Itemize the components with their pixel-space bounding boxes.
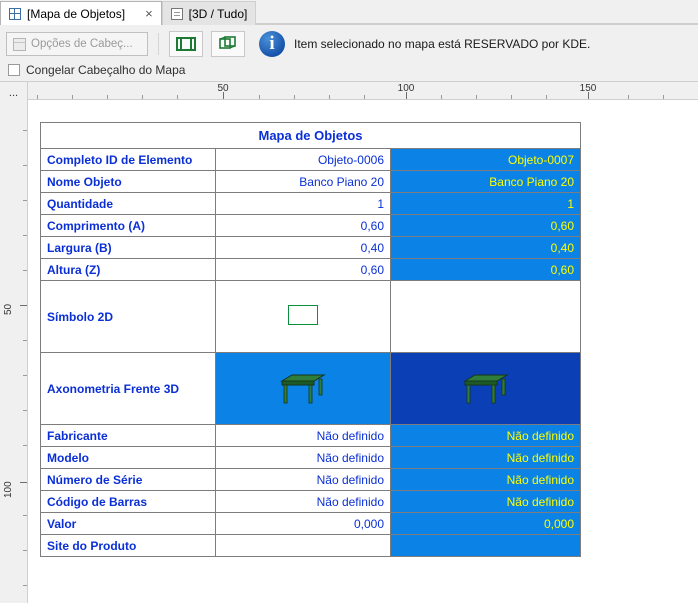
header-options-label: Opções de Cabeç... xyxy=(31,38,133,50)
info-message-area xyxy=(259,31,590,57)
row-value-col2[interactable]: 0,000 xyxy=(391,513,581,535)
page-title: Mapa de Objetos xyxy=(41,123,581,149)
row-value-col2[interactable]: Banco Piano 20 xyxy=(391,171,581,193)
ruler-row xyxy=(0,82,698,100)
freeze-header-label: Congelar Cabeçalho do Mapa xyxy=(26,63,186,77)
row-value-col1[interactable]: 0,000 xyxy=(216,513,391,535)
tab-label: [Mapa de Objetos] xyxy=(27,6,126,21)
table-row-symbol-2d[interactable] xyxy=(41,281,581,353)
ruler-label: 50 xyxy=(3,303,14,315)
symbol-2d-col1[interactable] xyxy=(216,281,391,353)
map-canvas[interactable] xyxy=(28,100,698,603)
object-map-table xyxy=(40,122,581,557)
vertical-ruler[interactable] xyxy=(0,100,28,603)
row-label: Valor xyxy=(41,513,216,535)
row-label: Completo ID de Elemento xyxy=(41,149,216,171)
grid-icon xyxy=(9,8,21,20)
table-row[interactable] xyxy=(41,491,581,513)
row-label: Largura (B) xyxy=(41,237,216,259)
row-value-col1[interactable]: 0,40 xyxy=(216,237,391,259)
axonometry-3d-col1[interactable] xyxy=(216,353,391,425)
row-value-col2[interactable] xyxy=(391,535,581,557)
table-row[interactable] xyxy=(41,149,581,171)
tab-mapa-de-objetos[interactable] xyxy=(0,1,162,25)
close-icon[interactable]: × xyxy=(145,6,153,21)
table-row[interactable] xyxy=(41,215,581,237)
row-value-col1[interactable]: Não definido xyxy=(216,425,391,447)
row-value-col1[interactable]: Não definido xyxy=(216,469,391,491)
table-row[interactable] xyxy=(41,447,581,469)
table-3d-icon xyxy=(276,365,330,409)
row-value-col2[interactable]: Não definido xyxy=(391,425,581,447)
tab-bar-filler xyxy=(256,0,698,24)
table-row[interactable] xyxy=(41,425,581,447)
row-value-col1[interactable]: 1 xyxy=(216,193,391,215)
ruler-label: 100 xyxy=(397,83,415,94)
row-label: Código de Barras xyxy=(41,491,216,513)
symbol-2d-icon xyxy=(288,305,318,325)
table-row-axonometry-3d[interactable] xyxy=(41,353,581,425)
symbol-2d-col2[interactable] xyxy=(391,281,581,353)
row-value-col2[interactable]: Objeto-0007 xyxy=(391,149,581,171)
2d-view-button[interactable] xyxy=(169,31,203,57)
row-value-col2[interactable]: 0,60 xyxy=(391,215,581,237)
row-value-col2[interactable]: 1 xyxy=(391,193,581,215)
ruler-label: 150 xyxy=(579,83,597,94)
row-value-col1[interactable] xyxy=(216,535,391,557)
document-icon xyxy=(171,8,183,20)
3d-view-button[interactable] xyxy=(211,31,245,57)
table-3d-icon xyxy=(459,365,513,409)
table-row[interactable] xyxy=(41,193,581,215)
symbol-2d-icon xyxy=(471,305,501,325)
row-label: Nome Objeto xyxy=(41,171,216,193)
row-label: Fabricante xyxy=(41,425,216,447)
row-label: Quantidade xyxy=(41,193,216,215)
ruler-label: 100 xyxy=(3,481,14,498)
header-icon xyxy=(13,38,26,51)
row-value-col2[interactable]: Não definido xyxy=(391,447,581,469)
tab-label: [3D / Tudo] xyxy=(188,6,248,21)
table-row[interactable] xyxy=(41,237,581,259)
row-label: Número de Série xyxy=(41,469,216,491)
row-value-col1[interactable]: Banco Piano 20 xyxy=(216,171,391,193)
table-title-row xyxy=(41,123,581,149)
table-row[interactable] xyxy=(41,259,581,281)
info-message: Item selecionado no mapa está RESERVADO por KDE. xyxy=(294,37,591,51)
table-row[interactable] xyxy=(41,535,581,557)
axonometry-3d-col2[interactable] xyxy=(391,353,581,425)
row-value-col1[interactable]: 0,60 xyxy=(216,215,391,237)
header-options-button[interactable] xyxy=(6,32,148,56)
toolbar-separator xyxy=(158,33,159,55)
table-row[interactable] xyxy=(41,469,581,491)
row-label: Altura (Z) xyxy=(41,259,216,281)
row-value-col2[interactable]: Não definido xyxy=(391,491,581,513)
3d-view-icon xyxy=(218,35,238,53)
row-label: Site do Produto xyxy=(41,535,216,557)
freeze-header-checkbox[interactable] xyxy=(8,64,20,76)
row-label: Comprimento (A) xyxy=(41,215,216,237)
ruler-label: 50 xyxy=(217,83,229,94)
ruler-corner-button[interactable]: ... xyxy=(0,82,28,100)
table-row[interactable] xyxy=(41,171,581,193)
row-value-col1[interactable]: 0,60 xyxy=(216,259,391,281)
table-row[interactable] xyxy=(41,513,581,535)
2d-view-icon xyxy=(176,35,196,53)
info-icon: i xyxy=(259,31,285,57)
row-value-col1[interactable]: Não definido xyxy=(216,491,391,513)
row-value-col2[interactable]: Não definido xyxy=(391,469,581,491)
row-value-col2[interactable]: 0,40 xyxy=(391,237,581,259)
row-value-col2[interactable]: 0,60 xyxy=(391,259,581,281)
row-value-col1[interactable]: Objeto-0006 xyxy=(216,149,391,171)
tab-bar xyxy=(0,0,698,25)
row-label: Modelo xyxy=(41,447,216,469)
horizontal-ruler[interactable] xyxy=(28,82,698,99)
row-label: Símbolo 2D xyxy=(41,281,216,353)
workspace xyxy=(0,100,698,603)
toolbar xyxy=(0,25,698,82)
row-label: Axonometria Frente 3D xyxy=(41,353,216,425)
row-value-col1[interactable]: Não definido xyxy=(216,447,391,469)
tab-3d-tudo[interactable] xyxy=(162,1,257,25)
